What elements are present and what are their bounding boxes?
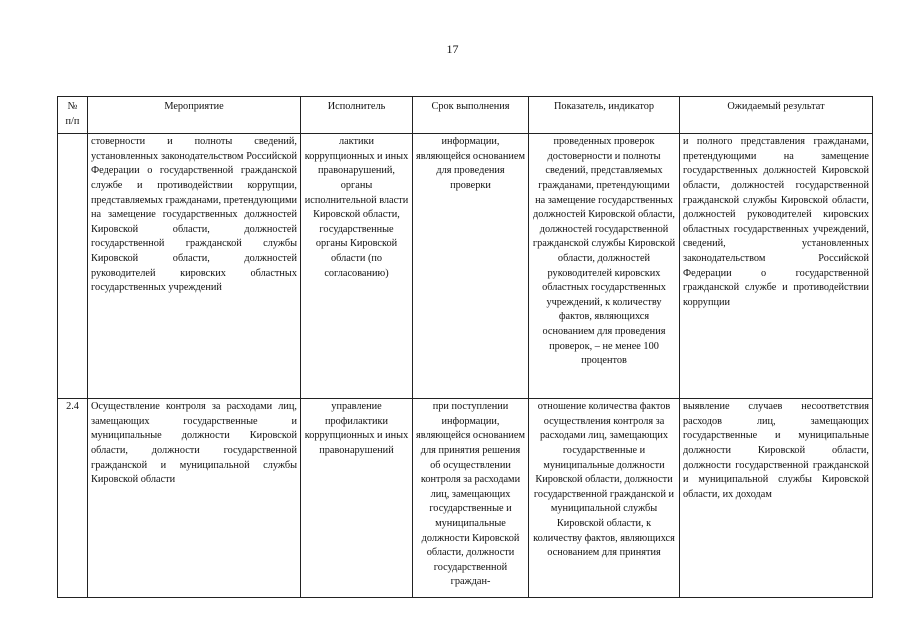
header-activity: Мероприятие bbox=[88, 97, 301, 134]
action-plan-table bbox=[57, 96, 873, 598]
cell-executor: управление профилактики коррупционных и иных правонарушений bbox=[301, 399, 413, 598]
header-indicator: Показатель, индикатор bbox=[529, 97, 680, 134]
cell-deadline: информации, являющейся основанием для проведения проверки bbox=[413, 134, 529, 399]
cell-indicator: проведенных проверок достоверности и полноты сведений, представляемых гражданами, претендующими на замещение государственных должностей Кировской области, должностей государственной гражданской службы Кировской области, должностей руководителей кировских областных государственных учреждений, к количеству фактов, являющихся основанием для проведения проверок, – не менее 100 процентов bbox=[529, 134, 680, 399]
table-row bbox=[58, 134, 873, 399]
header-deadline: Срок выполнения bbox=[413, 97, 529, 134]
cell-result: и полного представления гражданами, претендующими на замещение государственных должностей Кировской области, должностей государственной гражданской службы Кировской области, должностей руководителей кировских областных государственных учреждений, сведений, установленных законодательством Российской Федерации о государственной гражданской службе и противодействии коррупции bbox=[680, 134, 873, 399]
cell-executor: лактики коррупционных и иных правонарушений, органы исполнительной власти Кировской области, государственные органы Кировской области (по согласованию) bbox=[301, 134, 413, 399]
table-row bbox=[58, 399, 873, 598]
header-executor: Исполнитель bbox=[301, 97, 413, 134]
cell-number: 2.4 bbox=[58, 399, 88, 598]
header-result: Ожидаемый результат bbox=[680, 97, 873, 134]
page-number: 17 bbox=[446, 42, 459, 56]
cell-activity: стоверности и полноты сведений, установленных законодательством Российской Федерации о государственной гражданской службе и противодействии коррупции, представляемых гражданами, претендующими на замещение государственных должностей Кировской области, должностей государственной гражданской службы Кировской области, должностей руководителей кировских областных государственных учреждений bbox=[88, 134, 301, 399]
table-header-row bbox=[58, 97, 873, 134]
cell-activity: Осуществление контроля за расходами лиц, замещающих государственные и муниципальные должности Кировской области, должности государственной гражданской и муниципальной службы Кировской области bbox=[88, 399, 301, 598]
cell-number bbox=[58, 134, 88, 399]
cell-result: выявление случаев несоответствия расходов лиц, замещающих государственные и муниципальные должности Кировской области, должности государственной гражданской и муниципальной службы Кировской области, их доходам bbox=[680, 399, 873, 598]
cell-indicator: отношение количества фактов осуществления контроля за расходами лиц, замещающих государственные и муниципальные должности Кировской области, должности государственной гражданской и муниципальной службы Кировской области, к количеству фактов, являющихся основанием для принятия bbox=[529, 399, 680, 598]
cell-deadline: при поступлении информации, являющейся основанием для принятия решения об осуществлении контроля за расходами лиц, замещающих государственные и муниципальные должности Кировской области, должности государственной граждан- bbox=[413, 399, 529, 598]
header-number: № п/п bbox=[58, 97, 88, 134]
